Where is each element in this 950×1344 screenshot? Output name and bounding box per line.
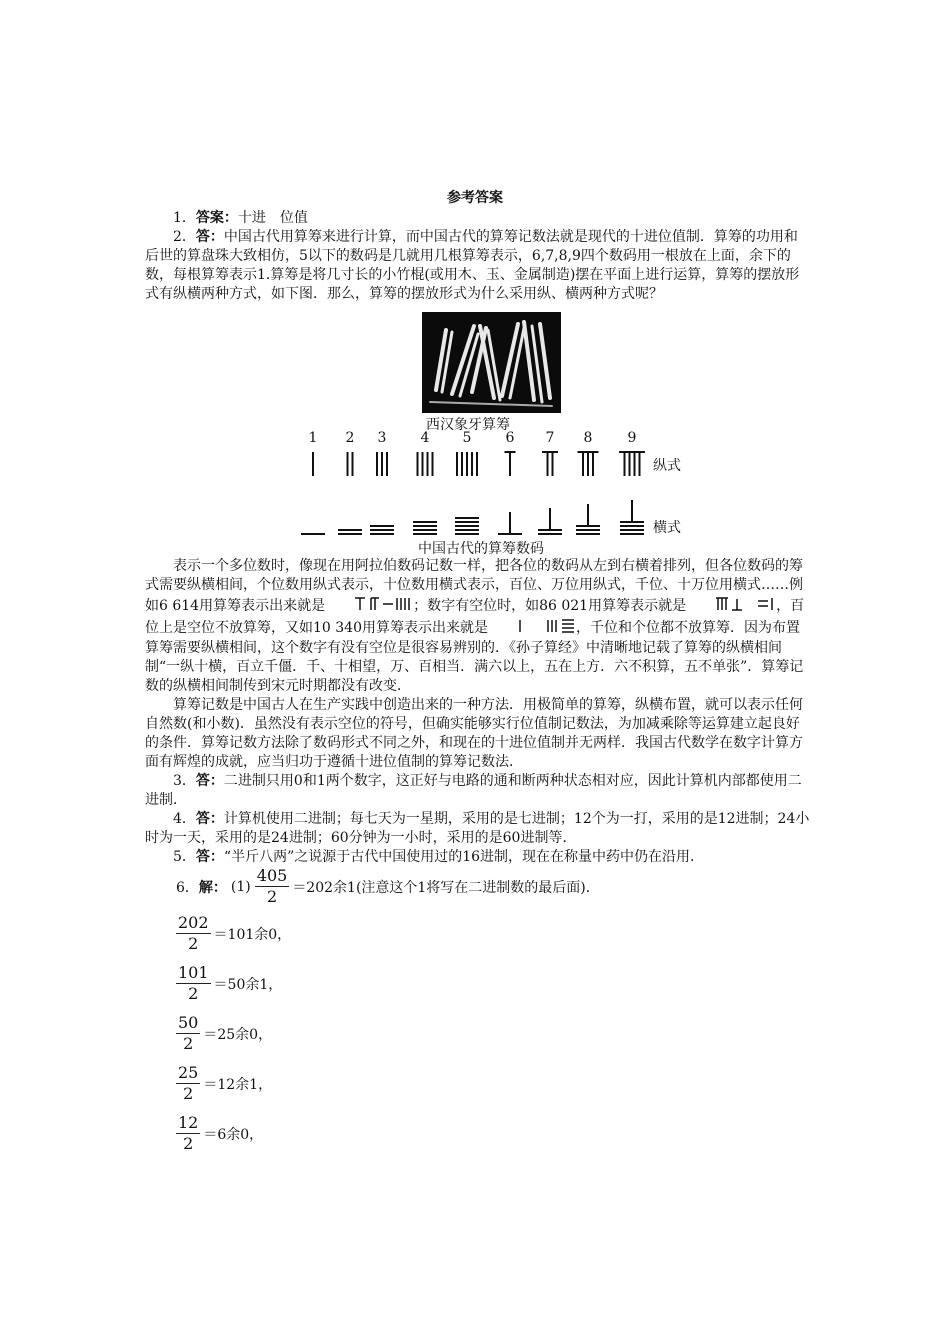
answer-4 (145, 810, 810, 848)
para-2-part-b: ；数字有空位时，如86 021用算筹表示就是 (413, 598, 687, 614)
fraction-numerator: 25 (178, 1063, 199, 1082)
para-2-part-d: ，千位和个位都不放算筹．因为布置算筹需要纵横相间，这个数字有没有空位是很容易辨别的．《孙子算经》中清晰地记载了算筹的纵横相间制“一纵十横，百立千僵．千、十相望，万、百相当．满六以上，五在上方．六不积算，五不单张”．算筹记数的纵横相间制传到宋元时期都没有改变． (145, 620, 804, 694)
vertical-form-label: 纵式 (653, 458, 681, 474)
horizontal-form-label: 横式 (653, 520, 681, 536)
ivory-counting-rods-photo (422, 312, 561, 413)
division-step (176, 1063, 272, 1104)
answer-6-label: 解： (198, 879, 227, 896)
division-step (176, 913, 291, 954)
fraction-numerator: 405 (256, 866, 288, 885)
fraction (255, 866, 290, 907)
answer-2-paragraph-3: 算筹记数是中国古人在生产实践中创造出来的一种方法．用极简单的算筹，纵横布置，就可以表示任何自然数(和小数)．虽然没有表示空位的符号，但确实能够实行位值制记数法，为加减乘除等运算建立起良好的条件．算筹记数方法除了数码形式不同之外，和现在的十进位值制并无两样．我国古代数学在数字计算方面有辉煌的成就，应当归功于遵循十进位值制的算筹记数法． (145, 697, 803, 770)
answer-5-label: 答： (195, 849, 224, 865)
digit-label-5: 5 (462, 430, 472, 446)
division-step (176, 963, 282, 1004)
answers-block-middle (145, 557, 810, 867)
answer-1-label: 答案： (195, 210, 238, 226)
para-2-part-a: 表示一个多位数时，像现在用阿拉伯数码记数一样，把各位的数码从左到右横着排列，但各位数码的筹式需要纵横相间，个位数用纵式表示，十位数用横式表示，百位、万位用纵式，千位、十万位用横式……例如6 614用算筹表示出来就是 (145, 558, 803, 614)
rod-number-10340 (488, 617, 576, 639)
digit-label-3: 3 (377, 430, 387, 446)
answer-2-paragraph-2 (145, 557, 810, 696)
answer-1-number: 1． (173, 210, 196, 226)
digit-label-2: 2 (345, 430, 355, 446)
answer-6-part: (1) (230, 878, 251, 895)
step-result: ＝6余0， (203, 1126, 264, 1143)
answer-2-paragraph-1: 中国古代用算筹来进行计算，而中国古代的算筹记数法就是现代的十进位值制．算筹的功用和后世的算盘珠大致相仿，5以下的数码是几就用几根算筹表示，6,7,8,9四个数码用一根放在上面，余下的数，每根算筹表示1.算筹是将几寸长的小竹棍(或用木、玉、金属制造)摆在平面上进行运算，算筹的摆放形式有纵横两种方式，如下图．那么，算筹的摆放形式为什么采用纵、横两种方式呢？ (145, 229, 800, 302)
digit-label-8: 8 (583, 430, 593, 446)
answer-1-text: 十进 位值 (237, 210, 308, 226)
fraction (176, 913, 211, 954)
answer-5-text: “半斤八两”之说源于古代中国使用过的16进制，现在在称量中药中仍在沿用． (223, 849, 705, 865)
digit-label-6: 6 (505, 430, 515, 446)
fraction (176, 963, 211, 1004)
answer-3 (145, 772, 810, 810)
fraction-numerator: 50 (178, 1013, 199, 1032)
digit-label-1: 1 (308, 430, 318, 446)
answer-5 (145, 848, 810, 867)
answer-3-text: 二进制只用0和1两个数字，这正好与电路的通和断两种状态相对应，因此计算机内部都使用二进制． (145, 773, 802, 808)
rod-number-86021 (686, 595, 776, 617)
digit-label-4: 4 (420, 430, 430, 446)
step-result: ＝101余0， (213, 926, 292, 943)
fraction-denominator: 2 (183, 1034, 194, 1053)
step-result: ＝12余1， (203, 1076, 273, 1093)
figure-caption: 中国古代的算筹数码 (418, 541, 544, 557)
counting-rod-svg (285, 428, 705, 538)
fraction-numerator: 101 (178, 963, 209, 982)
fraction-denominator: 2 (183, 1134, 194, 1153)
para-2-part-c: ，百位上是空位不放算筹，又如10 340用算筹表示出来就是 (145, 598, 805, 636)
fraction-denominator: 2 (188, 934, 199, 953)
photo-caption: 西汉象牙算筹 (426, 417, 510, 433)
answer-4-text: 计算机使用二进制；每七天为一星期，采用的是七进制；12个为一打，采用的是12进制；24小时为一天，采用的是24进制；60分钟为一小时，采用的是60进制等． (145, 811, 810, 846)
answer-3-label: 答： (195, 773, 224, 789)
counting-rod-figure (285, 428, 705, 538)
fraction (176, 1063, 200, 1104)
answer-2-label: 答： (195, 229, 224, 245)
fraction-numerator: 12 (178, 1113, 199, 1132)
answer-1 (145, 209, 810, 228)
answer-2-number: 2． (173, 229, 196, 245)
digit-label-9: 9 (627, 430, 637, 446)
fraction-denominator: 2 (266, 887, 278, 906)
fraction (176, 1013, 200, 1054)
answer-5-number: 5． (173, 849, 196, 865)
fraction (176, 1113, 200, 1154)
step-result: ＝25余0， (203, 1026, 273, 1043)
fraction-denominator: 2 (188, 984, 199, 1003)
answer-4-label: 答： (195, 811, 224, 827)
answer-6-number: 6． (176, 879, 199, 896)
fraction-numerator: 202 (178, 913, 209, 932)
answer-2-intro (145, 228, 810, 304)
answers-block-top (145, 209, 810, 304)
division-step (176, 1113, 263, 1154)
division-step (176, 1013, 272, 1054)
rod-number-6614 (325, 595, 413, 617)
step-result: ＝202余1(注意这个1将写在二进制数的最后面)． (292, 879, 600, 896)
answer-3-number: 3． (173, 773, 196, 789)
step-result: ＝50余1， (213, 976, 283, 993)
page-title: 参考答案 (447, 190, 503, 206)
answer-4-number: 4． (173, 811, 196, 827)
digit-label-7: 7 (545, 430, 555, 446)
fraction-denominator: 2 (183, 1084, 194, 1103)
answer-6-line-1 (176, 866, 600, 907)
